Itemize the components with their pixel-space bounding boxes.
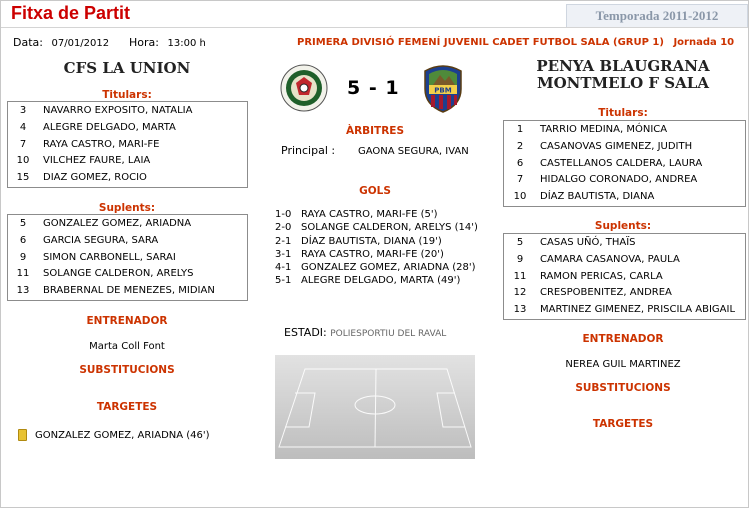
player-number: 13 [16,285,30,297]
player-name: RAYA CASTRO, MARI-FE [43,138,160,150]
home-subs-list [7,214,248,301]
player-number: 5 [19,218,27,229]
player-name: VILCHEZ FAURE, LAIA [43,155,151,167]
player-name: CASANOVAS GIMENEZ, JUDITH [540,140,693,152]
goal-row [275,275,485,288]
player-row [8,249,247,266]
player-name: NAVARRO EXPOSITO, NATALIA [43,105,193,116]
player-name: DIAZ GOMEZ, ROCIO [43,172,147,184]
goal-row [275,236,485,249]
date-value: 07/01/2012 [51,38,110,49]
player-name: BRABERNAL DE MENEZES, MIDIAN [43,285,215,297]
venue-label: ESTADI: [284,326,327,339]
player-name: SOLANGE CALDERON, ARELYS [43,268,194,280]
goal-scorer: SOLANGE CALDERON, ARELYS (14') [301,222,478,234]
time-value: 13:00 h [167,38,206,49]
home-card-entry: GONZALEZ GOMEZ, ARIADNA (46') [35,430,210,441]
player-row [8,232,247,249]
referee-role: Principal : [281,144,336,157]
referee-name: GAONA SEGURA, IVAN [358,146,469,157]
player-number: 7 [19,138,27,150]
away-team-logo [421,61,465,113]
home-team-logo [279,63,329,113]
player-row [8,265,247,282]
player-row [504,171,745,188]
player-number: 7 [516,174,524,186]
player-name: GARCIA SEGURA, SARA [43,234,159,246]
player-number: 9 [19,251,27,263]
player-name: MARTINEZ GIMENEZ, PRISCILA ABIGAIL [540,304,736,316]
competition-info [297,37,734,48]
player-name: CRESPOBENITEZ, ANDREA [540,287,672,299]
player-name: CASTELLANOS CALDERA, LAURA [540,157,703,169]
goal-row [275,249,485,262]
goal-row [275,222,485,235]
player-number: 4 [19,121,27,133]
player-row [504,284,745,301]
player-row [504,251,745,268]
goals-list [275,209,485,289]
goal-score: 2-1 [275,235,292,247]
player-number: 10 [16,155,30,167]
player-name: CAMARA CASANOVA, PAULA [540,253,680,265]
player-number: 11 [513,270,527,282]
player-number: 10 [513,191,527,203]
home-substitutions-title: SUBSTITUCIONS [79,364,175,376]
player-name: RAMON PERICAS, CARLA [540,270,663,282]
player-number: 15 [16,172,30,184]
home-cards-title: TARGETES [96,401,158,413]
title-bar [1,1,748,28]
goal-row [275,262,485,275]
home-starters-title: Titulars: [102,89,152,101]
player-row [504,268,745,285]
away-team-name-line1: PENYA BLAUGRANA [536,57,710,75]
date-label: Data: [13,36,43,49]
player-number: 11 [16,268,30,280]
player-row [8,102,247,119]
player-row [8,152,247,169]
goal-score: 1-0 [275,209,292,220]
away-team-name-line2: MONTMELO F SALA [537,74,709,92]
venue [284,326,446,339]
player-row [8,136,247,153]
player-number: 6 [516,157,524,169]
player-name: GONZALEZ GOMEZ, ARIADNA [43,218,192,229]
player-number: 3 [19,105,27,116]
away-coach-title: ENTRENADOR [582,333,664,345]
away-subs-list [503,233,746,320]
away-logo-text: PBM [434,86,452,95]
player-name: DÍAZ BAUTISTA, DIANA [540,191,655,203]
goal-scorer: RAYA CASTRO, MARI-FE (5') [301,209,438,220]
player-row [504,301,745,318]
round-label: Jornada 10 [673,37,735,48]
away-subs-title: Suplents: [594,220,652,232]
player-row [8,282,247,299]
player-number: 12 [513,287,527,299]
player-name: ALEGRE DELGADO, MARTA [43,121,176,133]
away-coach-name: NEREA GUIL MARTINEZ [565,359,681,370]
player-row [504,234,745,251]
player-row [504,138,745,155]
away-starters-list [503,120,746,207]
pitch-image [275,355,475,459]
yellow-card-icon [18,429,27,441]
player-number: 13 [513,304,527,316]
goals-title: GOLS [359,185,391,197]
player-name: CASAS UÑÓ, THAÏS [540,237,636,248]
player-row [504,121,745,138]
player-number: 6 [19,234,27,246]
match-score: 5 - 1 [347,77,400,99]
goal-row [275,209,485,222]
goal-score: 2-0 [275,222,292,234]
goal-scorer: RAYA CASTRO, MARI-FE (20') [301,248,444,260]
home-subs-title: Suplents: [98,202,156,214]
player-number: 9 [516,253,524,265]
goal-scorer: DÍAZ BAUTISTA, DIANA (19') [301,235,442,247]
player-name: TARRIO MEDINA, MÓNICA [540,124,668,135]
venue-name: POLIESPORTIU DEL RAVAL [330,329,447,339]
home-team-name: CFS LA UNION [63,59,191,77]
player-row [504,155,745,172]
player-row [8,119,247,136]
referees-title: ÀRBITRES [345,125,405,137]
home-coach-title: ENTRENADOR [86,315,168,327]
player-number: 2 [516,140,524,152]
away-starters-title: Titulars: [598,107,648,119]
competition-name: PRIMERA DIVISIÓ FEMENÍ JUVENIL CADET FUTBOL SALA (GRUP 1) [297,37,664,48]
page-title: Fitxa de Partit [11,3,131,23]
away-team-name [501,58,745,92]
goal-scorer: GONZALEZ GOMEZ, ARIADNA (28') [301,262,476,274]
player-row [504,188,745,205]
away-cards-title: TARGETES [592,418,654,430]
player-name: HIDALGO CORONADO, ANDREA [540,174,698,186]
goal-score: 4-1 [275,262,292,274]
player-row [8,215,247,232]
match-date [13,36,109,49]
goal-score: 3-1 [275,248,292,260]
goal-score: 5-1 [275,275,292,287]
goal-scorer: ALEGRE DELGADO, MARTA (49') [301,275,461,287]
player-number: 1 [516,124,524,135]
player-row [8,169,247,186]
match-time [129,36,206,49]
player-number: 5 [516,237,524,248]
season-tab[interactable]: Temporada 2011-2012 [566,4,748,27]
home-coach-name: Marta Coll Font [89,341,165,352]
time-label: Hora: [129,36,159,49]
player-name: SIMON CARBONELL, SARAI [43,251,176,263]
home-starters-list [7,101,248,188]
away-substitutions-title: SUBSTITUCIONS [575,382,671,394]
